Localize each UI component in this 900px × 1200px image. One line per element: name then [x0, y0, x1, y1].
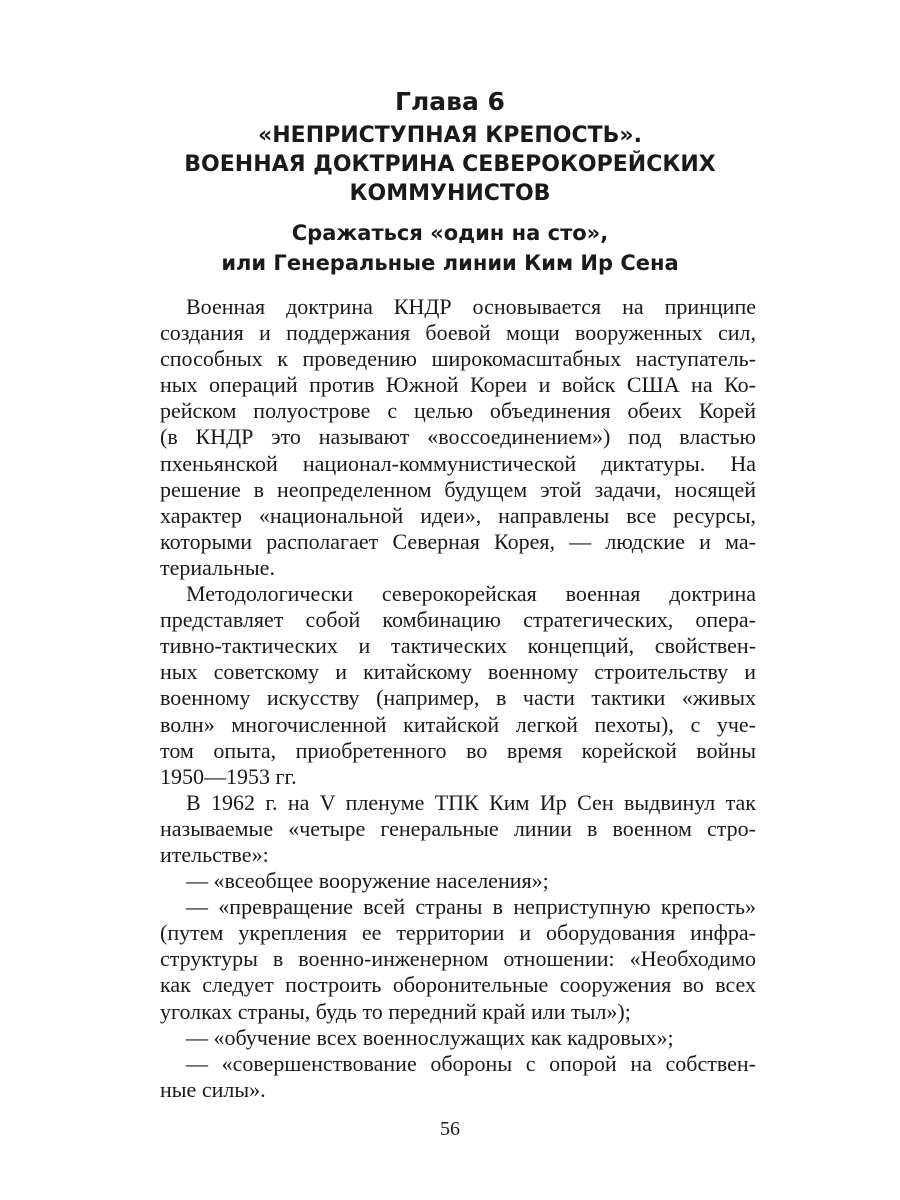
text-line: Методологически северокорейская военная доктрина — [186, 581, 756, 607]
text-line: ных советскому и китайскому военному строительству и — [160, 659, 756, 685]
chapter-title-line: ВОЕННАЯ ДОКТРИНА СЕВЕРОКОРЕЙСКИХ — [184, 152, 716, 177]
text-line: пхеньянской национал-коммунистической диктатуры. На — [160, 450, 756, 476]
text-line: ительстве»: — [160, 841, 269, 867]
text-line: том опыта, приобретенного во время корейской войны — [160, 737, 756, 763]
text-line: которыми располагает Северная Корея, — людские и ма- — [160, 528, 756, 554]
text-line: представляет собой комбинацию стратегических, опера- — [160, 607, 756, 633]
text-line: тивно-тактических и тактических концепций, свойствен- — [160, 633, 756, 659]
text-line: (в КНДР это называют «воссоединением») под властью — [160, 424, 756, 450]
text-line: называемые «четыре генеральные линии в военном стро- — [160, 815, 756, 841]
section-title-line: или Генеральные линии Ким Ир Сена — [221, 251, 679, 275]
text-line: волн» многочисленной китайской легкой пехоты), с уче- — [160, 711, 756, 737]
text-line: Военная доктрина КНДР основывается на принципе — [186, 294, 756, 319]
text-line: уголках страны, будь то передний край или тыл»); — [160, 998, 631, 1024]
text-line: ные силы». — [160, 1076, 266, 1102]
chapter-title-line: «НЕПРИСТУПНАЯ КРЕПОСТЬ». — [258, 123, 642, 148]
text-line: структуры в военно-инженерном отношении: «Необходимо — [160, 946, 756, 972]
chapter-title — [0, 121, 900, 208]
text-line: рейском полуострове с целью объединения обеих Корей — [160, 398, 756, 424]
text-line: решение в неопределенном будущем этой задачи, носящей — [160, 476, 756, 502]
text-line: — «обучение всех военнослужащих как кадровых»; — [186, 1024, 674, 1050]
page-number: 56 — [440, 1118, 460, 1140]
section-title-line: Сражаться «один на сто», — [291, 221, 609, 245]
text-line: (путем укрепления ее территории и оборудования инфра- — [160, 920, 756, 946]
text-line: военному искусству (например, в части тактики «живых — [160, 685, 756, 711]
section-title — [0, 218, 900, 278]
text-line: способных к проведению широкомасштабных наступатель- — [160, 346, 756, 372]
text-line: териальные. — [160, 554, 275, 580]
text-line: — «совершенствование обороны с опорой на собствен- — [186, 1050, 756, 1076]
text-line: — «превращение всей страны в неприступную крепость» — [186, 894, 756, 920]
text-line: создания и поддержания боевой мощи вооруженных сил, — [160, 320, 756, 346]
text-line: В 1962 г. на V пленуме ТПК Ким Ир Сен выдвинул так — [186, 789, 756, 815]
body-text — [160, 294, 756, 1103]
chapter-title-line: КОММУНИСТОВ — [349, 181, 551, 206]
text-line: ных операций против Южной Кореи и войск США на Ко- — [160, 372, 756, 398]
text-line: 1950—1953 гг. — [160, 763, 297, 789]
text-line: характер «национальной идеи», направлены все ресурсы, — [160, 502, 756, 528]
text-line: как следует построить оборонительные сооружения во всех — [160, 972, 756, 998]
text-line: — «всеобщее вооружение населения»; — [186, 868, 549, 894]
chapter-label: Глава 6 — [395, 87, 505, 116]
